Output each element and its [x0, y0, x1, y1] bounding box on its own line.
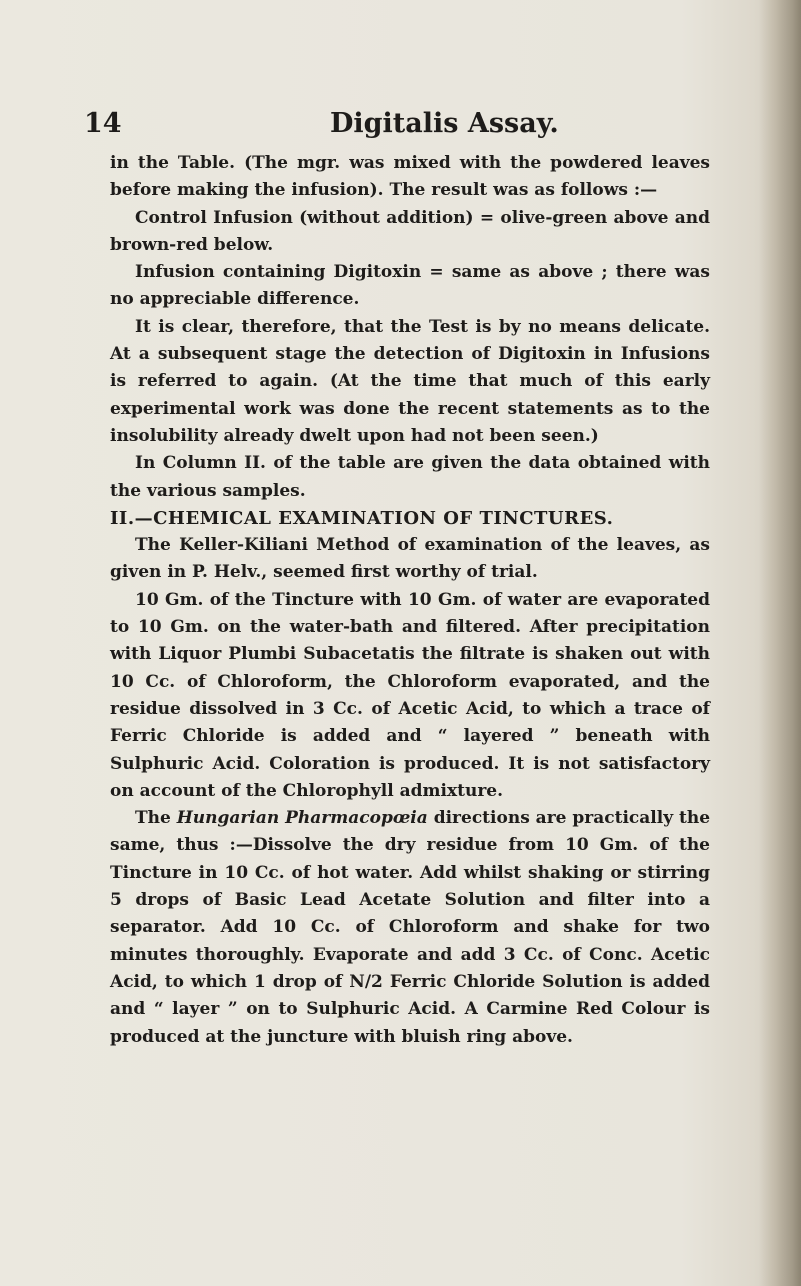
page-edge-shadow	[759, 0, 801, 1286]
paragraph-method-steps: 10 Gm. of the Tincture with 10 Gm. of water are evaporated to 10 Gm. on the water-bath and filtered. After precipitation with Liquor Plumbi Subacetatis the filtrate is shaken out with 10 Cc. of Chloroform, the Chloroform evaporated, and the residue dissolved in 3 Cc. of Acetic Acid, to which a trace of Ferric Chloride is added and “ layered ” beneath with Sulphuric Acid. Coloration is produced. It is not satisfactory on account of the Chlorophyll admixture.	[110, 589, 710, 801]
hungarian-prefix: The	[135, 808, 177, 829]
paragraph-control-infusion: Control Infusion (without addition) = olive-green above and brown-red below.	[110, 207, 710, 255]
page-header	[0, 108, 801, 148]
body-text	[110, 150, 710, 1051]
running-title: Digitalis Assay.	[330, 108, 559, 139]
hungarian-pharmacopoeia-title: Hungarian Pharmacopœia	[176, 808, 428, 829]
section-heading: II.—CHEMICAL EXAMINATION OF TINCTURES.	[110, 507, 614, 529]
paragraph-1: in the Table. (The mgr. was mixed with the powdered leaves before making the infusion). The result was as follows :—	[110, 153, 710, 201]
page-number: 14	[84, 108, 122, 139]
paragraph-keller-kiliani: The Keller-Kiliani Method of examination of the leaves, as given in P. Helv., seemed first worthy of trial.	[110, 535, 710, 583]
paragraph-column-two: In Column II. of the table are given the data obtained with the various samples.	[110, 453, 710, 501]
paragraph-hungarian-method	[110, 805, 710, 1051]
hungarian-rest: directions are practically the same, thus :—Dissolve the dry residue from 10 Gm. of the Tincture in 10 Cc. of hot water. Add whilst shaking or stirring 5 drops of Basic Lead Acetate Solution and filter into a separator. Add 10 Cc. of Chloroform and shake for two minutes thoroughly. Evaporate and add 3 Cc. of Conc. Acetic Acid, to which 1 drop of N/2 Ferric Chloride Solution is added and “ layer ” on to Sulphuric Acid. A Carmine Red Colour is produced at the juncture with bluish ring above.	[110, 808, 711, 1047]
paragraph-digitoxin-infusion: Infusion containing Digitoxin = same as above ; there was no appreciable difference.	[110, 262, 710, 310]
paragraph-conclusion: It is clear, therefore, that the Test is by no means delicate. At a subsequent stage the detection of Digitoxin in Infusions is referred to again. (At the time that much of this early experimental work was done the recent statements as to the insolubility already dwelt upon had not been seen.)	[110, 316, 710, 446]
